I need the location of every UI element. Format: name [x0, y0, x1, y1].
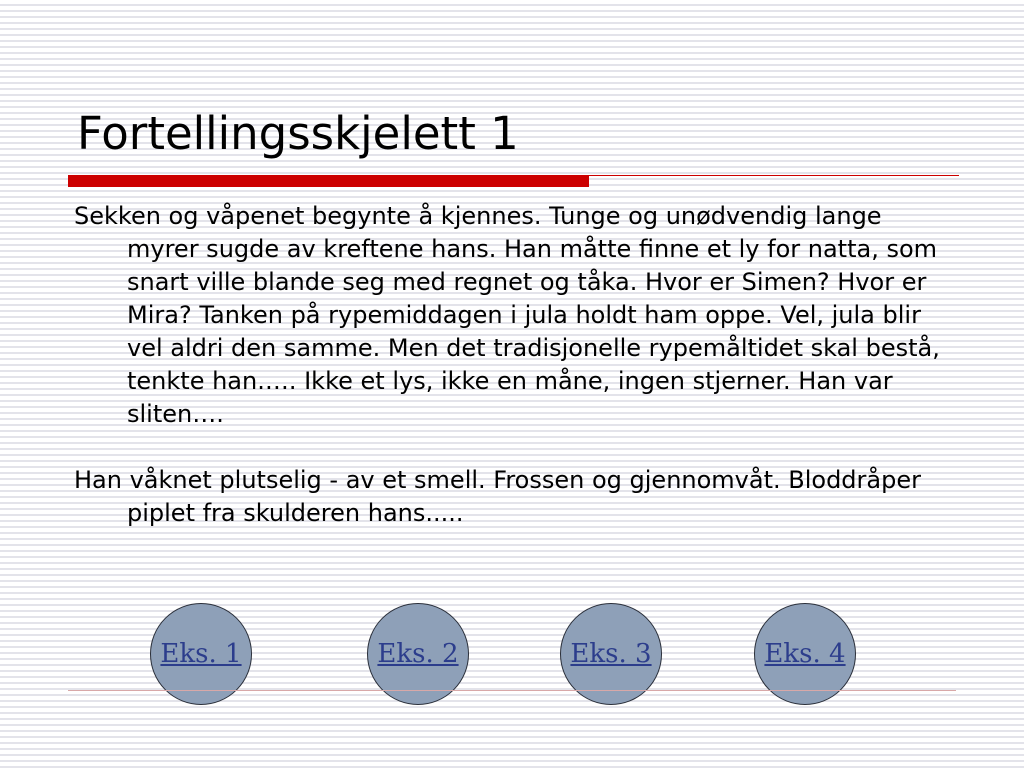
example-1-link[interactable]: Eks. 1: [160, 639, 242, 669]
paragraph-one: Sekken og våpenet begynte å kjennes. Tunge og unødvendig lange myrer sugde av kreftene hans. Han måtte finne et ly for natta, som snart ville blande seg med regnet og tåka. Hvor er Simen? Hvor er Mira? Tanken på rypemiddagen i jula holdt ham oppe. Vel, jula blir vel aldri den samme. Men det tradisjonelle rypemåltidet skal bestå, tenkte han.…. Ikke et lys, ikke en måne, ingen stjerner. Han var sliten….: [74, 202, 940, 428]
example-4-link[interactable]: Eks. 4: [764, 639, 846, 669]
example-2-link[interactable]: Eks. 2: [377, 639, 459, 669]
body-text: [74, 200, 944, 530]
paragraph-two: Han våknet plutselig - av et smell. Frossen og gjennomvåt. Bloddråper piplet fra skulderen hans.....: [74, 466, 921, 527]
title-underline: [68, 175, 589, 187]
title-underline-thin: [589, 175, 959, 176]
footer-divider: [68, 690, 956, 691]
slide-title: Fortellingsskjelett 1: [77, 107, 519, 160]
example-3-link[interactable]: Eks. 3: [570, 639, 652, 669]
